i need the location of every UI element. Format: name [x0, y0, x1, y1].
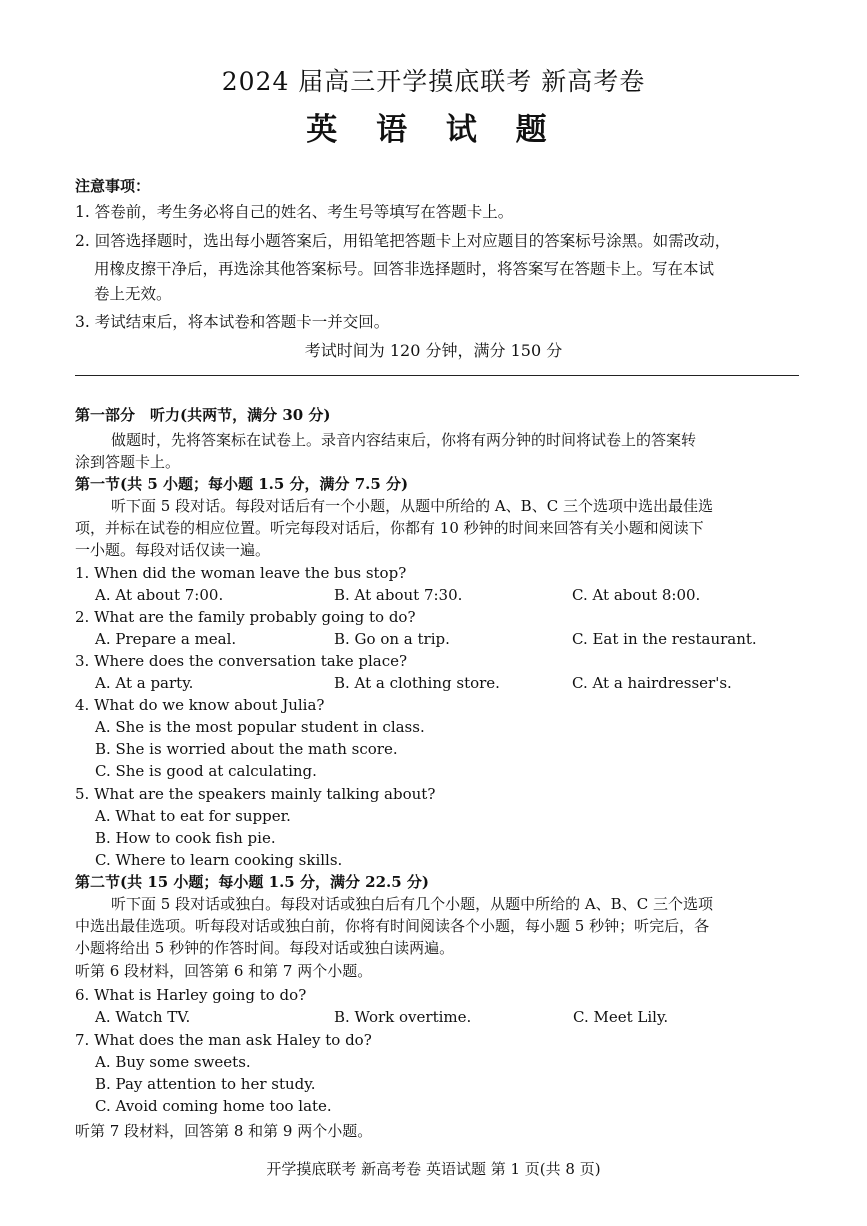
section1-intro-cont2: 一小题。每段对话仅读一遍。	[75, 541, 271, 559]
q1-option-a: A. At about 7:00.	[95, 586, 224, 604]
listen-material-7: 听第 7 段材料，回答第 8 和第 9 两个小题。	[75, 1122, 373, 1140]
question-1: 1. When did the woman leave the bus stop?	[75, 564, 407, 582]
q1-option-b: B. At about 7:30.	[334, 586, 463, 604]
part1-intro-cont: 涂到答题卡上。	[75, 453, 181, 471]
section1-intro-cont: 项，并标在试卷的相应位置。听完每段对话后，你都有 10 秒钟的时间来回答有关小题和阅读下	[75, 519, 704, 537]
q4-option-c: C. She is good at calculating.	[95, 762, 317, 780]
note-item-1: 1. 答卷前，考生务必将自己的姓名、考生号等填写在答题卡上。	[75, 203, 514, 221]
divider-rule	[75, 375, 799, 376]
section2-intro: 听下面 5 段对话或独白。每段对话或独白后有几个小题，从题中所给的 A、B、C 三个选项	[111, 895, 713, 913]
section1-intro: 听下面 5 段对话。每段对话后有一个小题，从题中所给的 A、B、C 三个选项中选出最佳选	[111, 497, 713, 515]
subject-title: 英 语 试 题	[306, 112, 561, 148]
question-3: 3. Where does the conversation take place?	[75, 652, 408, 670]
section1-heading: 第一节(共 5 小题；每小题 1.5 分，满分 7.5 分)	[75, 475, 409, 493]
section2-heading: 第二节(共 15 小题；每小题 1.5 分，满分 22.5 分)	[75, 873, 430, 891]
part1-intro: 做题时，先将答案标在试卷上。录音内容结束后，你将有两分钟的时间将试卷上的答案转	[111, 431, 697, 449]
q6-option-a: A. Watch TV.	[95, 1008, 191, 1026]
q3-option-a: A. At a party.	[95, 674, 194, 692]
q3-option-b: B. At a clothing store.	[334, 674, 500, 692]
q2-option-a: A. Prepare a meal.	[95, 630, 237, 648]
q7-option-a: A. Buy some sweets.	[95, 1053, 251, 1071]
q4-option-a: A. She is the most popular student in class.	[95, 718, 425, 736]
note-item-2-cont2: 卷上无效。	[94, 285, 172, 303]
note-item-3: 3. 考试结束后，将本试卷和答题卡一并交回。	[75, 313, 390, 331]
q7-option-c: C. Avoid coming home too late.	[95, 1097, 332, 1115]
q5-option-a: A. What to eat for supper.	[95, 807, 291, 825]
q3-option-c: C. At a hairdresser's.	[572, 674, 732, 692]
q1-option-c: C. At about 8:00.	[572, 586, 701, 604]
q5-option-c: C. Where to learn cooking skills.	[95, 851, 343, 869]
q6-option-b: B. Work overtime.	[334, 1008, 472, 1026]
page-footer: 开学摸底联考 新高考卷 英语试题 第 1 页(共 8 页)	[266, 1160, 601, 1178]
question-5: 5. What are the speakers mainly talking about?	[75, 785, 436, 803]
question-6: 6. What is Harley going to do?	[75, 986, 307, 1004]
q5-option-b: B. How to cook fish pie.	[95, 829, 276, 847]
question-2: 2. What are the family probably going to do?	[75, 608, 416, 626]
section2-intro-cont: 中选出最佳选项。听每段对话或独白前，你将有时间阅读各个小题，每小题 5 秒钟；听完后，各	[75, 917, 710, 935]
part1-heading: 第一部分 听力(共两节，满分 30 分)	[75, 406, 331, 424]
exam-time: 考试时间为 120 分钟，满分 150 分	[304, 341, 563, 360]
section2-intro-cont2: 小题将给出 5 秒钟的作答时间。每段对话或独白读两遍。	[75, 939, 455, 957]
question-7: 7. What does the man ask Haley to do?	[75, 1031, 372, 1049]
q2-option-b: B. Go on a trip.	[334, 630, 450, 648]
note-item-2: 2. 回答选择题时，选出每小题答案后，用铅笔把答题卡上对应题目的答案标号涂黑。如需改动，	[75, 232, 731, 250]
q7-option-b: B. Pay attention to her study.	[95, 1075, 316, 1093]
q4-option-b: B. She is worried about the math score.	[95, 740, 398, 758]
exam-title: 2024 届高三开学摸底联考 新高考卷	[221, 67, 646, 96]
q2-option-c: C. Eat in the restaurant.	[572, 630, 757, 648]
listen-material-6: 听第 6 段材料，回答第 6 和第 7 两个小题。	[75, 962, 373, 980]
note-item-2-cont: 用橡皮擦干净后，再选涂其他答案标号。回答非选择题时，将答案写在答题卡上。写在本试	[94, 260, 715, 278]
q6-option-c: C. Meet Lily.	[573, 1008, 669, 1026]
notes-heading: 注意事项：	[75, 177, 151, 195]
question-4: 4. What do we know about Julia?	[75, 696, 325, 714]
